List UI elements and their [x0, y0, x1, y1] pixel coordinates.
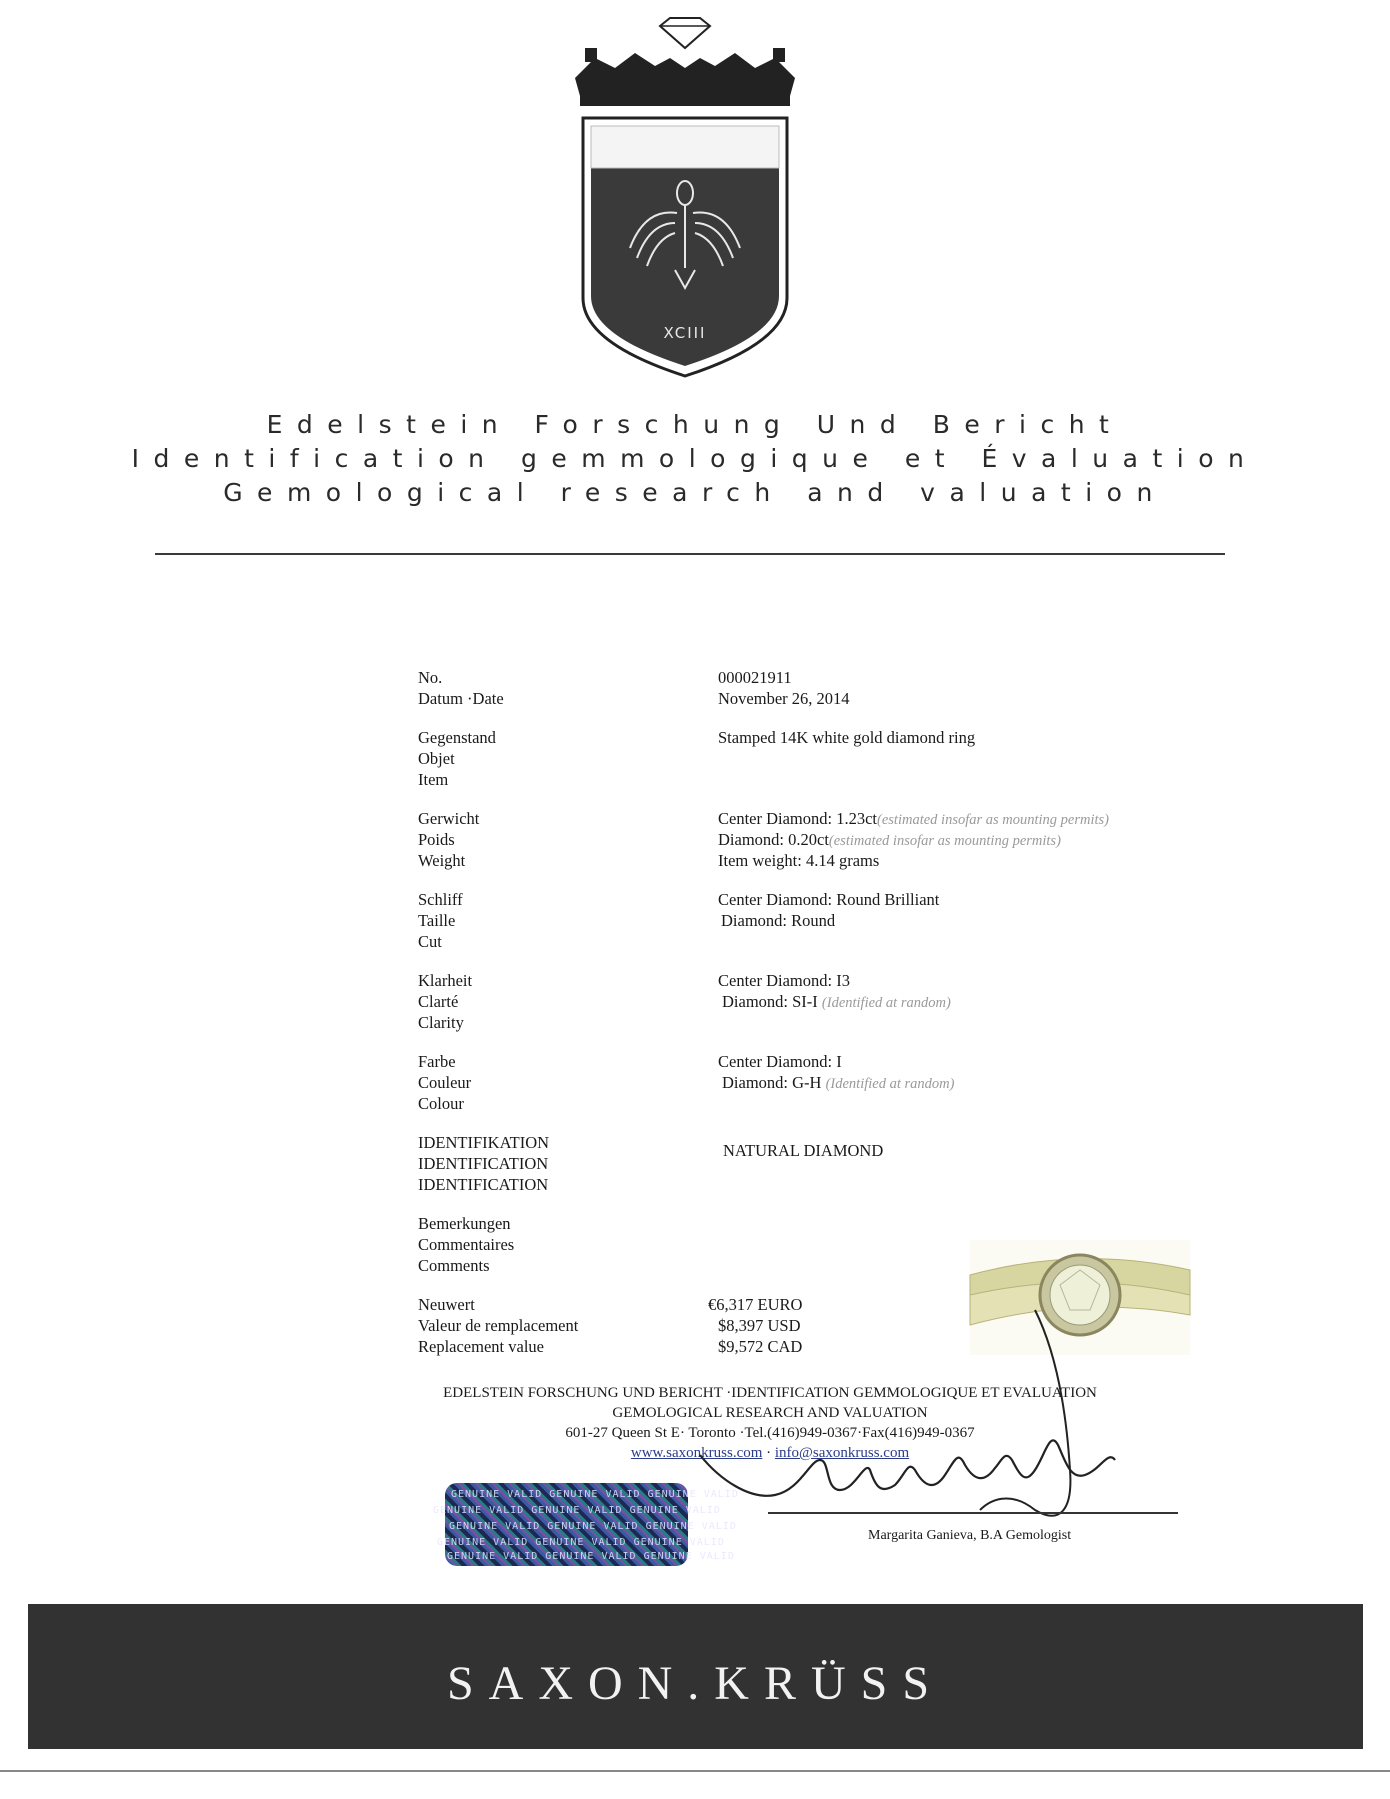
weight-center-note: (estimated insofar as mounting permits) [877, 812, 1110, 828]
colour-label-en: Colour [418, 1094, 464, 1113]
weight-side [718, 829, 1178, 850]
item-value: Stamped 14K white gold diamond ring [718, 728, 976, 747]
footer-line-2: GEMOLOGICAL RESEARCH AND VALUATION [612, 1405, 928, 1421]
clarity-side-value: Diamond: SI-I [722, 992, 818, 1011]
replacement-cad: $9,572 CAD [718, 1337, 803, 1356]
footer-line-1: EDELSTEIN FORSCHUNG UND BERICHT ·IDENTIFICATION GEMMOLOGIQUE ET EVALUATION [443, 1385, 1097, 1401]
weight-item [718, 850, 1178, 871]
weight-side-value: Diamond: 0.20ct [718, 830, 829, 849]
email-link[interactable]: info@saxonkruss.com [774, 1445, 910, 1461]
hologram-text-3: GENUINE VALID GENUINE VALID GENUINE VALID [449, 1521, 737, 1532]
cut-label-de: Schliff [418, 890, 463, 909]
identification-label-en: IDENTIFICATION [418, 1175, 549, 1194]
item-label-fr: Objet [418, 749, 455, 768]
page-bottom-line [0, 1770, 1390, 1772]
comments-label-de: Bemerkungen [418, 1214, 511, 1233]
cut-center-value: Center Diamond: Round Brilliant [718, 890, 940, 909]
weight-side-note: (estimated insofar as mounting permits) [828, 833, 1061, 849]
clarity-label-de: Klarheit [418, 971, 473, 990]
colour-center-value: Center Diamond: I [718, 1052, 842, 1071]
cut-label-fr: Taille [418, 911, 456, 930]
item-label-de: Gegenstand [418, 728, 496, 747]
replacement-usd: $8,397 USD [718, 1316, 801, 1335]
clarity-center-value: Center Diamond: I3 [718, 971, 850, 990]
gemologist-signature [690, 1310, 1170, 1540]
security-hologram [433, 1483, 739, 1566]
replacement-label-de: Neuwert [418, 1295, 475, 1314]
identification-label-de: IDENTIFIKATION [418, 1133, 550, 1152]
colour-side-value: Diamond: G-H [722, 1073, 822, 1092]
website-link[interactable]: www.saxonkruss.com [630, 1445, 763, 1461]
cut-label-en: Cut [418, 932, 442, 951]
signature-line [768, 1512, 1178, 1514]
replacement-label-en: Replacement value [418, 1337, 544, 1356]
cut-side-value: Diamond: Round [721, 911, 836, 930]
brand-banner [28, 1604, 1363, 1749]
hologram-text-2: GENUINE VALID GENUINE VALID GENUINE VALID [433, 1505, 721, 1516]
brand-name: SAXON.KRÜSS [446, 1657, 945, 1710]
colour-label-fr: Couleur [418, 1073, 472, 1092]
number-value: 000021911 [718, 668, 792, 687]
heading-english: Gemological research and valuation [223, 478, 1167, 507]
clarity-side-note: (Identified at random) [821, 995, 951, 1011]
item-label-en: Item [418, 770, 449, 789]
crest-logo [575, 8, 795, 378]
replacement-label-fr: Valeur de remplacement [418, 1316, 579, 1335]
identification-label-fr: IDENTIFICATION [418, 1154, 549, 1173]
heading-german: Edelstein Forschung Und Bericht [266, 410, 1124, 439]
weight-item-value: Item weight: 4.14 grams [718, 851, 880, 870]
footer-address: 601-27 Queen St E· Toronto ·Tel.(416)949-0367·Fax(416)949-0367 [565, 1425, 975, 1441]
weight-label-en: Weight [418, 851, 466, 870]
weight-label-de: Gerwicht [418, 809, 480, 828]
gemologist-name: Margarita Ganieva, B.A Gemologist [868, 1528, 1072, 1543]
colour-side-note: (Identified at random) [825, 1076, 955, 1092]
colour-label-de: Farbe [418, 1052, 456, 1071]
company-footer: EDELSTEIN FORSCHUNG UND BERICHT ·IDENTIFICATION GEMMOLOGIQUE ET EVALUATION GEMOLOGICAL RESEARCH AND VALUATION 601-27 Queen St E· Toronto ·Tel.(416)949-0367·Fax(416)949-0367 www.saxonkruss.com · info@saxonkruss.com [380, 1383, 1160, 1463]
hologram-text-4: GENUINE VALID GENUINE VALID GENUINE VALID [437, 1537, 725, 1548]
weight-center [718, 808, 1178, 829]
replacement-euro: €6,317 EURO [708, 1295, 803, 1314]
comments-label-en: Comments [418, 1256, 490, 1275]
weight-label-fr: Poids [418, 830, 455, 849]
date-label: Datum ·Date [418, 689, 504, 708]
number-label: No. [418, 668, 443, 687]
clarity-label-fr: Clarté [418, 992, 459, 1011]
heading-french: Identification gemmologique et Évaluation [131, 444, 1259, 473]
diamond-icon [660, 18, 710, 48]
comments-label-fr: Commentaires [418, 1235, 515, 1254]
crest-numeral: XCIII [663, 324, 707, 342]
date-value: November 26, 2014 [718, 689, 850, 708]
header-divider [155, 553, 1225, 555]
hologram-text-5: GENUINE VALID GENUINE VALID GENUINE VALID [447, 1551, 735, 1562]
crown-ornament [575, 48, 795, 106]
identification-value: NATURAL DIAMOND [723, 1141, 884, 1160]
clarity-label-en: Clarity [418, 1013, 464, 1032]
hologram-text-1: GENUINE VALID GENUINE VALID GENUINE VALID [451, 1489, 739, 1500]
weight-center-value: Center Diamond: 1.23ct [718, 809, 878, 828]
